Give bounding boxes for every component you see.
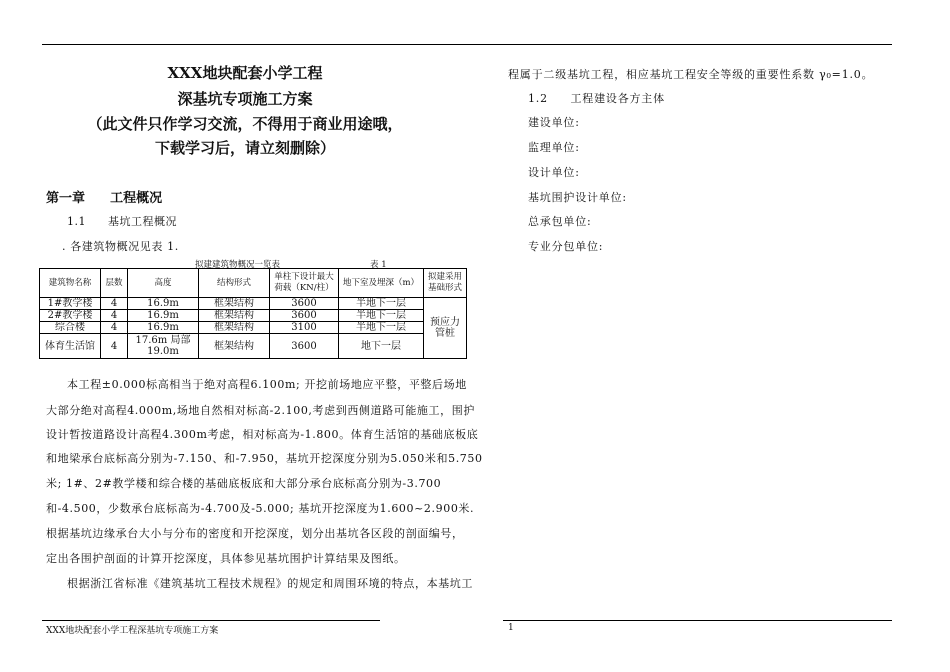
table-label: 表 1: [370, 260, 387, 270]
table-row: [40, 334, 467, 359]
header-cell: 高度: [128, 269, 199, 298]
footer-rule-right: [503, 620, 892, 621]
body-line: 和-4.500，少数承台底标高为-4.700及-5.000; 基坑开挖深度为1.600~2.900米.: [46, 502, 475, 515]
body-line: 根据浙江省标准《建筑基坑工程技术规程》的规定和周围环境的特点，本基坑工: [67, 577, 473, 590]
cell-floors: 4: [101, 310, 128, 322]
section-1-1-heading: [67, 213, 177, 229]
cell-name: 综合楼: [40, 322, 101, 334]
cell-height: 16.9m: [128, 310, 199, 322]
doc-title-line1: XXX地块配套小学工程: [167, 64, 323, 82]
party-pit-designer: 基坑围护设计单位:: [528, 191, 627, 204]
table-row: [40, 310, 467, 322]
footer-doc-title: XXX地块配套小学工程深基坑专项施工方案: [46, 626, 219, 636]
cell-basement: 半地下一层: [339, 298, 424, 310]
cell-foundation: 预应力管桩: [424, 298, 467, 359]
body-line: 本工程±0.000标高相当于绝对高程6.100m; 开挖前场地应平整，平整后场地: [67, 378, 467, 391]
cell-floors: 4: [101, 298, 128, 310]
cell-height: 16.9m: [128, 322, 199, 334]
body-line: 设计暂按道路设计高程4.300m考虑，相对标高为-1.800。体育生活馆的基础底板底: [46, 428, 479, 441]
party-general-contractor: 总承包单位:: [528, 215, 592, 228]
chapter-heading: [46, 187, 162, 206]
cell-basement: 半地下一层: [339, 322, 424, 334]
cell-name: 2#教学楼: [40, 310, 101, 322]
cell-floors: 4: [101, 322, 128, 334]
footer-page-number: 1: [508, 623, 514, 633]
doc-title-line4: 下载学习后，请立刻删除）: [154, 139, 335, 157]
table-caption: 拟建建筑物概况一览表: [195, 260, 281, 270]
section-1-2-heading: [528, 90, 665, 106]
party-subcontractor: 专业分包单位:: [528, 240, 604, 253]
section-title: 基坑工程概况: [108, 215, 177, 228]
header-cell: 建筑物名称: [40, 269, 101, 298]
header-rule: [42, 44, 892, 45]
cell-structure: 框架结构: [199, 298, 270, 310]
body-line: 根据基坑边缘承台大小与分布的密度和开挖深度，划分出基坑各区段的剖面编号，: [46, 527, 464, 540]
table-header-row: [40, 269, 467, 298]
doc-title-line3: （此文件只作学习交流，不得用于商业用途哦，: [87, 115, 403, 133]
cell-name: 体育生活馆: [40, 334, 101, 359]
section-title: 工程建设各方主体: [570, 92, 665, 105]
table-row: [40, 298, 467, 310]
cell-load: 3600: [270, 310, 339, 322]
cell-basement: 地下一层: [339, 334, 424, 359]
party-designer: 设计单位:: [528, 166, 580, 179]
body-line: 米; 1#、2#教学楼和综合楼的基础底板底和大部分承台底标高分别为-3.700: [46, 477, 442, 490]
cell-structure: 框架结构: [199, 310, 270, 322]
cell-basement: 半地下一层: [339, 310, 424, 322]
footer-rule-left: [42, 620, 380, 621]
body-line: 定出各围护剖面的计算开挖深度，具体参见基坑围护计算结果及图纸。: [46, 552, 406, 565]
header-cell: 结构形式: [199, 269, 270, 298]
cell-structure: 框架结构: [199, 334, 270, 359]
body-line: 大部分绝对高程4.000m,场地自然相对标高-2.100,考虑到西侧道路可能施工，围护: [46, 404, 475, 417]
table-row: [40, 322, 467, 334]
party-builder: 建设单位:: [528, 116, 580, 129]
section-number: 1.1: [67, 215, 86, 228]
cell-height: 16.9m: [128, 298, 199, 310]
header-cell: 拟建采用基础形式: [424, 269, 467, 298]
header-cell: 地下室及埋深（m）: [339, 269, 424, 298]
header-cell: 层数: [101, 269, 128, 298]
cell-name: 1#教学楼: [40, 298, 101, 310]
party-supervisor: 监理单位:: [528, 141, 580, 154]
doc-title-line2: 深基坑专项施工方案: [177, 90, 313, 108]
section-number: 1.2: [528, 92, 548, 105]
intro-line: . 各建筑物概况见表 1.: [62, 240, 179, 253]
cell-floors: 4: [101, 334, 128, 359]
right-continuation: 程属于二级基坑工程，相应基坑工程安全等级的重要性系数 γ₀=1.0。: [508, 68, 874, 81]
chapter-title: 工程概况: [110, 191, 163, 206]
cell-load: 3600: [270, 298, 339, 310]
building-table: [39, 268, 467, 359]
chapter-number: 第一章: [46, 191, 86, 206]
body-line: 和地梁承台底标高分别为-7.150、和-7.950，基坑开挖深度分别为5.050米和5.750: [46, 452, 483, 465]
cell-load: 3600: [270, 334, 339, 359]
cell-structure: 框架结构: [199, 322, 270, 334]
header-cell: 单柱下设计最大荷载（KN/柱）: [270, 269, 339, 298]
cell-load: 3100: [270, 322, 339, 334]
cell-height: 17.6m 局部 19.0m: [128, 334, 199, 359]
